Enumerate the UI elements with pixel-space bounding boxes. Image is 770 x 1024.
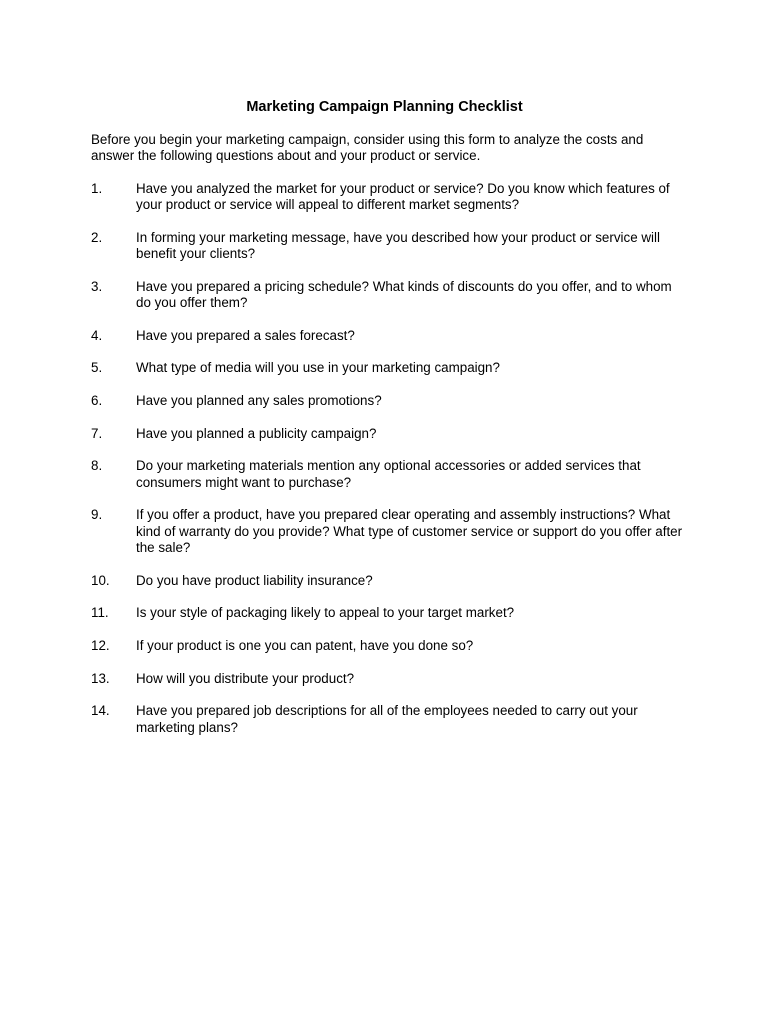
item-text: Have you planned a publicity campaign? (136, 425, 377, 441)
item-number: 8. (91, 458, 103, 474)
item-number: 14. (91, 703, 110, 719)
item-text: Have you analyzed the market for your product or service? Do you know which features of your product or service will appeal to different market segments? (136, 180, 670, 212)
item-number: 4. (91, 327, 103, 343)
item-number: 2. (91, 229, 103, 245)
item-number: 6. (91, 392, 103, 408)
item-text: If you offer a product, have you prepared clear operating and assembly instructions? What kind of warranty do you provide? What type of customer service or support do you offer after the sale? (136, 507, 683, 555)
checklist-item (91, 426, 684, 442)
item-number: 5. (91, 360, 103, 376)
checklist-item (91, 360, 684, 376)
item-number: 3. (91, 278, 103, 294)
checklist-item (91, 671, 684, 687)
item-text: In forming your marketing message, have you described how your product or service will benefit your clients? (136, 229, 660, 261)
item-text: Have you planned any sales promotions? (136, 392, 382, 408)
item-number: 1. (91, 180, 103, 196)
item-text: Is your style of packaging likely to appeal to your target market? (136, 605, 515, 621)
item-number: 11. (91, 605, 109, 621)
checklist-item (91, 605, 684, 621)
item-text: Do you have product liability insurance? (136, 572, 373, 588)
item-text: How will you distribute your product? (136, 670, 355, 686)
item-text: What type of media will you use in your marketing campaign? (136, 360, 500, 376)
item-text: If your product is one you can patent, have you done so? (136, 637, 474, 653)
document-title: Marketing Campaign Planning Checklist (246, 99, 523, 115)
item-text: Have you prepared job descriptions for all of the employees needed to carry out your marketing plans? (136, 703, 638, 735)
checklist-item (91, 181, 684, 214)
checklist-item (91, 279, 684, 312)
item-text: Do your marketing materials mention any optional accessories or added services that consumers might want to purchase? (136, 458, 641, 490)
checklist-item (91, 458, 684, 491)
item-number: 10. (91, 572, 110, 588)
intro-paragraph: Before you begin your marketing campaign, consider using this form to analyze the costs and answer the following questions about and your product or service. (91, 132, 644, 164)
checklist-item (91, 328, 684, 344)
item-number: 7. (91, 425, 103, 441)
checklist-item (91, 393, 684, 409)
checklist-item (91, 230, 684, 263)
checklist-item (91, 703, 684, 736)
checklist-item (91, 573, 684, 589)
checklist-item (91, 638, 684, 654)
item-number: 9. (91, 507, 103, 523)
item-number: 12. (91, 637, 110, 653)
item-text: Have you prepared a sales forecast? (136, 327, 355, 343)
item-number: 13. (91, 670, 110, 686)
item-text: Have you prepared a pricing schedule? What kinds of discounts do you offer, and to whom do you offer them? (136, 278, 672, 310)
checklist-item (91, 507, 684, 556)
checklist (91, 181, 684, 736)
